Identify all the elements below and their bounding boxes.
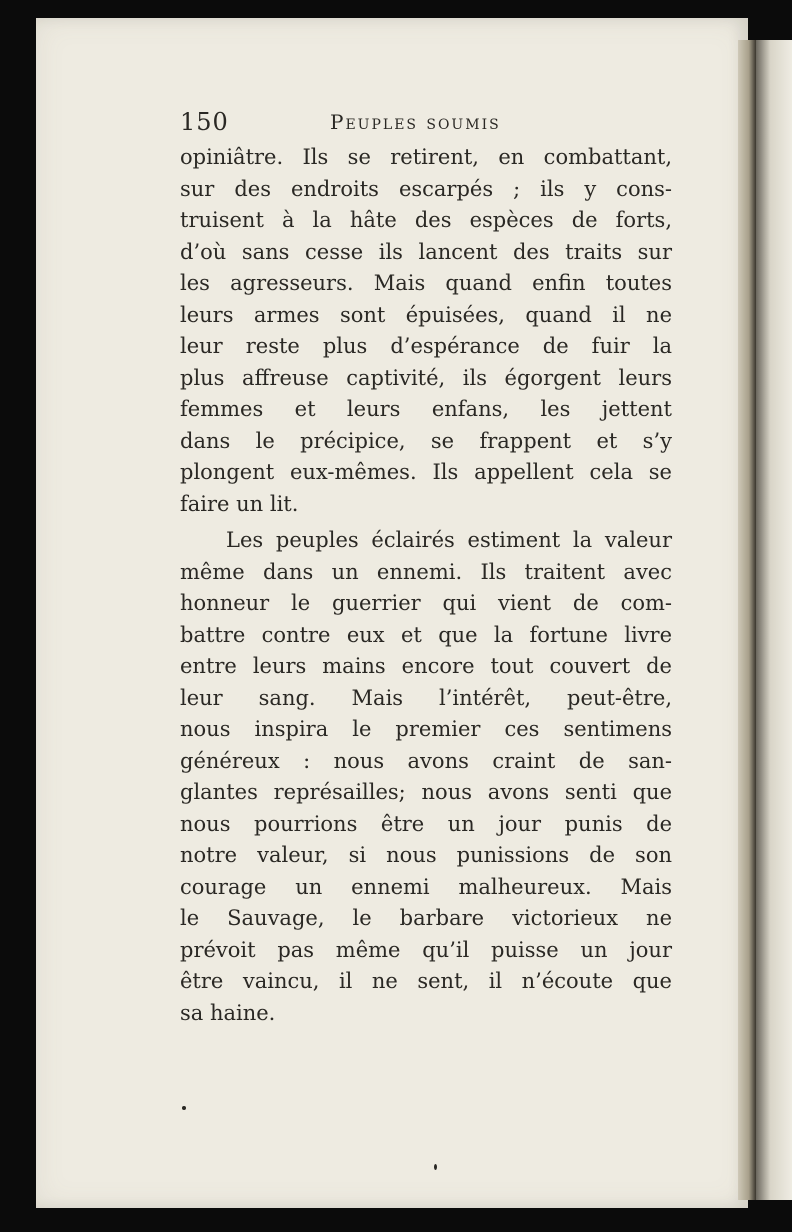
text-line: faire un lit.: [180, 491, 299, 516]
text-line: sur des endroits escarpés ; ils y cons-: [180, 176, 672, 201]
text-line: glantes représailles; nous avons senti que: [180, 780, 672, 804]
text-line: le Sauvage, le barbare victorieux ne: [180, 906, 672, 930]
text-line: plus affreuse captivité, ils égorgent leurs: [180, 365, 672, 390]
text-line: d’où sans cesse ils lancent des traits sur: [180, 239, 672, 264]
text-line: nous inspira le premier ces sentimens: [180, 717, 672, 741]
text-line: Les peuples éclairés estiment la valeur: [226, 528, 672, 552]
text-line: même dans un ennemi. Ils traitent avec: [180, 559, 672, 584]
body-text: [180, 142, 672, 1029]
text-line: opiniâtre. Ils se retirent, en combattant,: [180, 145, 672, 169]
text-line: femmes et leurs enfans, les jettent: [180, 397, 672, 421]
adjacent-page-edge: [756, 40, 792, 1200]
text-line: nous pourrions être un jour punis de: [180, 811, 672, 836]
text-line: sa haine.: [180, 1000, 276, 1025]
text-line: dans le précipice, se frappent et s’y: [180, 428, 672, 453]
text-line: honneur le guerrier qui vient de com-: [180, 591, 672, 615]
page-number: 150: [180, 108, 229, 136]
text-line: leur reste plus d’espérance de fuir la: [180, 334, 672, 358]
text-line: battre contre eux et que la fortune livre: [180, 622, 672, 647]
text-line: prévoit pas même qu’il puisse un jour: [180, 937, 672, 962]
text-line: entre leurs mains encore tout couvert de: [180, 654, 672, 678]
text-line: leur sang. Mais l’intérêt, peut-être,: [180, 685, 672, 710]
text-line: leurs armes sont épuisées, quand il ne: [180, 302, 672, 327]
paragraph-2: [180, 525, 672, 1029]
ink-speck: [182, 1106, 186, 1110]
ink-speck: [434, 1164, 437, 1170]
page-gutter: [738, 40, 756, 1200]
text-line: être vaincu, il ne sent, il n’écoute que: [180, 969, 672, 993]
text-line: les agresseurs. Mais quand enfin toutes: [180, 271, 672, 295]
text-line: courage un ennemi malheureux. Mais: [180, 874, 672, 899]
page-header: [180, 108, 670, 136]
text-line: truisent à la hâte des espèces de forts,: [180, 208, 672, 232]
paragraph-1: [180, 142, 672, 520]
running-title: Peuples soumis: [330, 110, 501, 134]
text-line: notre valeur, si nous punissions de son: [180, 843, 672, 867]
text-line: plongent eux-mêmes. Ils appellent cela se: [180, 460, 672, 484]
text-line: généreux : nous avons craint de san-: [180, 748, 672, 773]
